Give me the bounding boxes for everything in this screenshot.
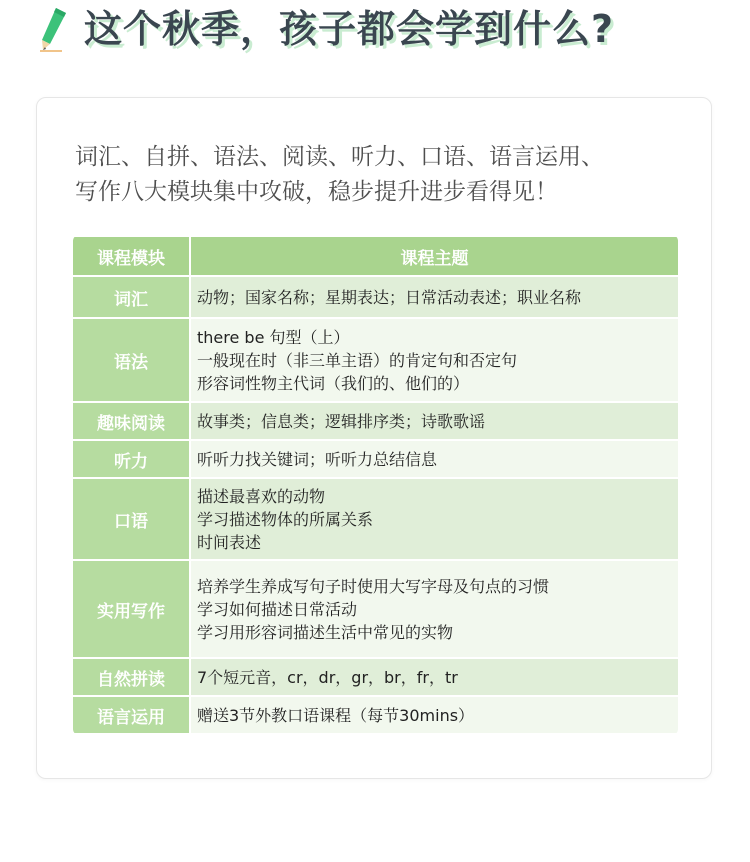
topic-cell: [191, 479, 678, 559]
topic-line: 赠送3节外教口语课程（每节30mins）: [197, 705, 475, 725]
topic-line: 描述最喜欢的动物: [197, 486, 326, 506]
topic-line: 学习描述物体的所属关系: [197, 509, 374, 529]
topic-cell: [191, 277, 678, 317]
topic-cell: [191, 403, 678, 439]
topic-line: 一般现在时（非三单主语）的肯定句和否定句: [197, 350, 518, 370]
intro-text: [75, 140, 685, 210]
module-cell: 趣味阅读: [73, 403, 191, 439]
table-header-row: [73, 237, 678, 275]
topic-cell: [191, 319, 678, 401]
topic-cell: [191, 441, 678, 477]
topic-line: there be 句型（上）: [197, 327, 350, 347]
module-cell: 听力: [73, 441, 191, 477]
intro-line: 写作八大模块集中攻破，稳步提升进步看得见！: [75, 179, 558, 205]
page-title: 这个秋季，孩子都会学到什么?: [84, 7, 615, 51]
topic-line: 学习用形容词描述生活中常见的实物: [197, 622, 454, 642]
topic-line: 动物；国家名称；星期表达；日常活动表述；职业名称: [197, 287, 582, 307]
page-header: [0, 0, 750, 64]
topic-line: 形容词性物主代词（我们的、他们的）: [197, 373, 470, 393]
topic-line: 学习如何描述日常活动: [197, 599, 358, 619]
topic-cell: [191, 697, 678, 733]
topic-line: 听听力找关键词；听听力总结信息: [197, 449, 438, 469]
pencil-icon: [36, 4, 70, 54]
topic-line: 培养学生养成写句子时使用大写字母及句点的习惯: [197, 576, 550, 596]
table-row: [73, 441, 678, 477]
module-cell: 语言运用: [73, 697, 191, 733]
table-row: [73, 403, 678, 439]
module-cell: 词汇: [73, 277, 191, 317]
header-topic: 课程主题: [191, 237, 678, 275]
topic-line: 时间表述: [197, 532, 262, 552]
course-table: [73, 235, 678, 735]
table-row: [73, 479, 678, 559]
module-cell: 语法: [73, 319, 191, 401]
module-cell: 自然拼读: [73, 659, 191, 695]
module-cell: 口语: [73, 479, 191, 559]
course-card: [36, 97, 712, 779]
table-row: [73, 659, 678, 695]
topic-line: 7个短元音，cr，dr，gr，br，fr，tr: [197, 667, 458, 687]
module-cell: 实用写作: [73, 561, 191, 657]
table-row: [73, 697, 678, 733]
table-row: [73, 277, 678, 317]
intro-line: 词汇、自拼、语法、阅读、听力、口语、语言运用、: [75, 144, 604, 170]
header-module: 课程模块: [73, 237, 191, 275]
topic-line: 故事类；信息类；逻辑排序类；诗歌歌谣: [197, 411, 486, 431]
table-row: [73, 561, 678, 657]
table-row: [73, 319, 678, 401]
topic-cell: [191, 561, 678, 657]
topic-cell: [191, 659, 678, 695]
